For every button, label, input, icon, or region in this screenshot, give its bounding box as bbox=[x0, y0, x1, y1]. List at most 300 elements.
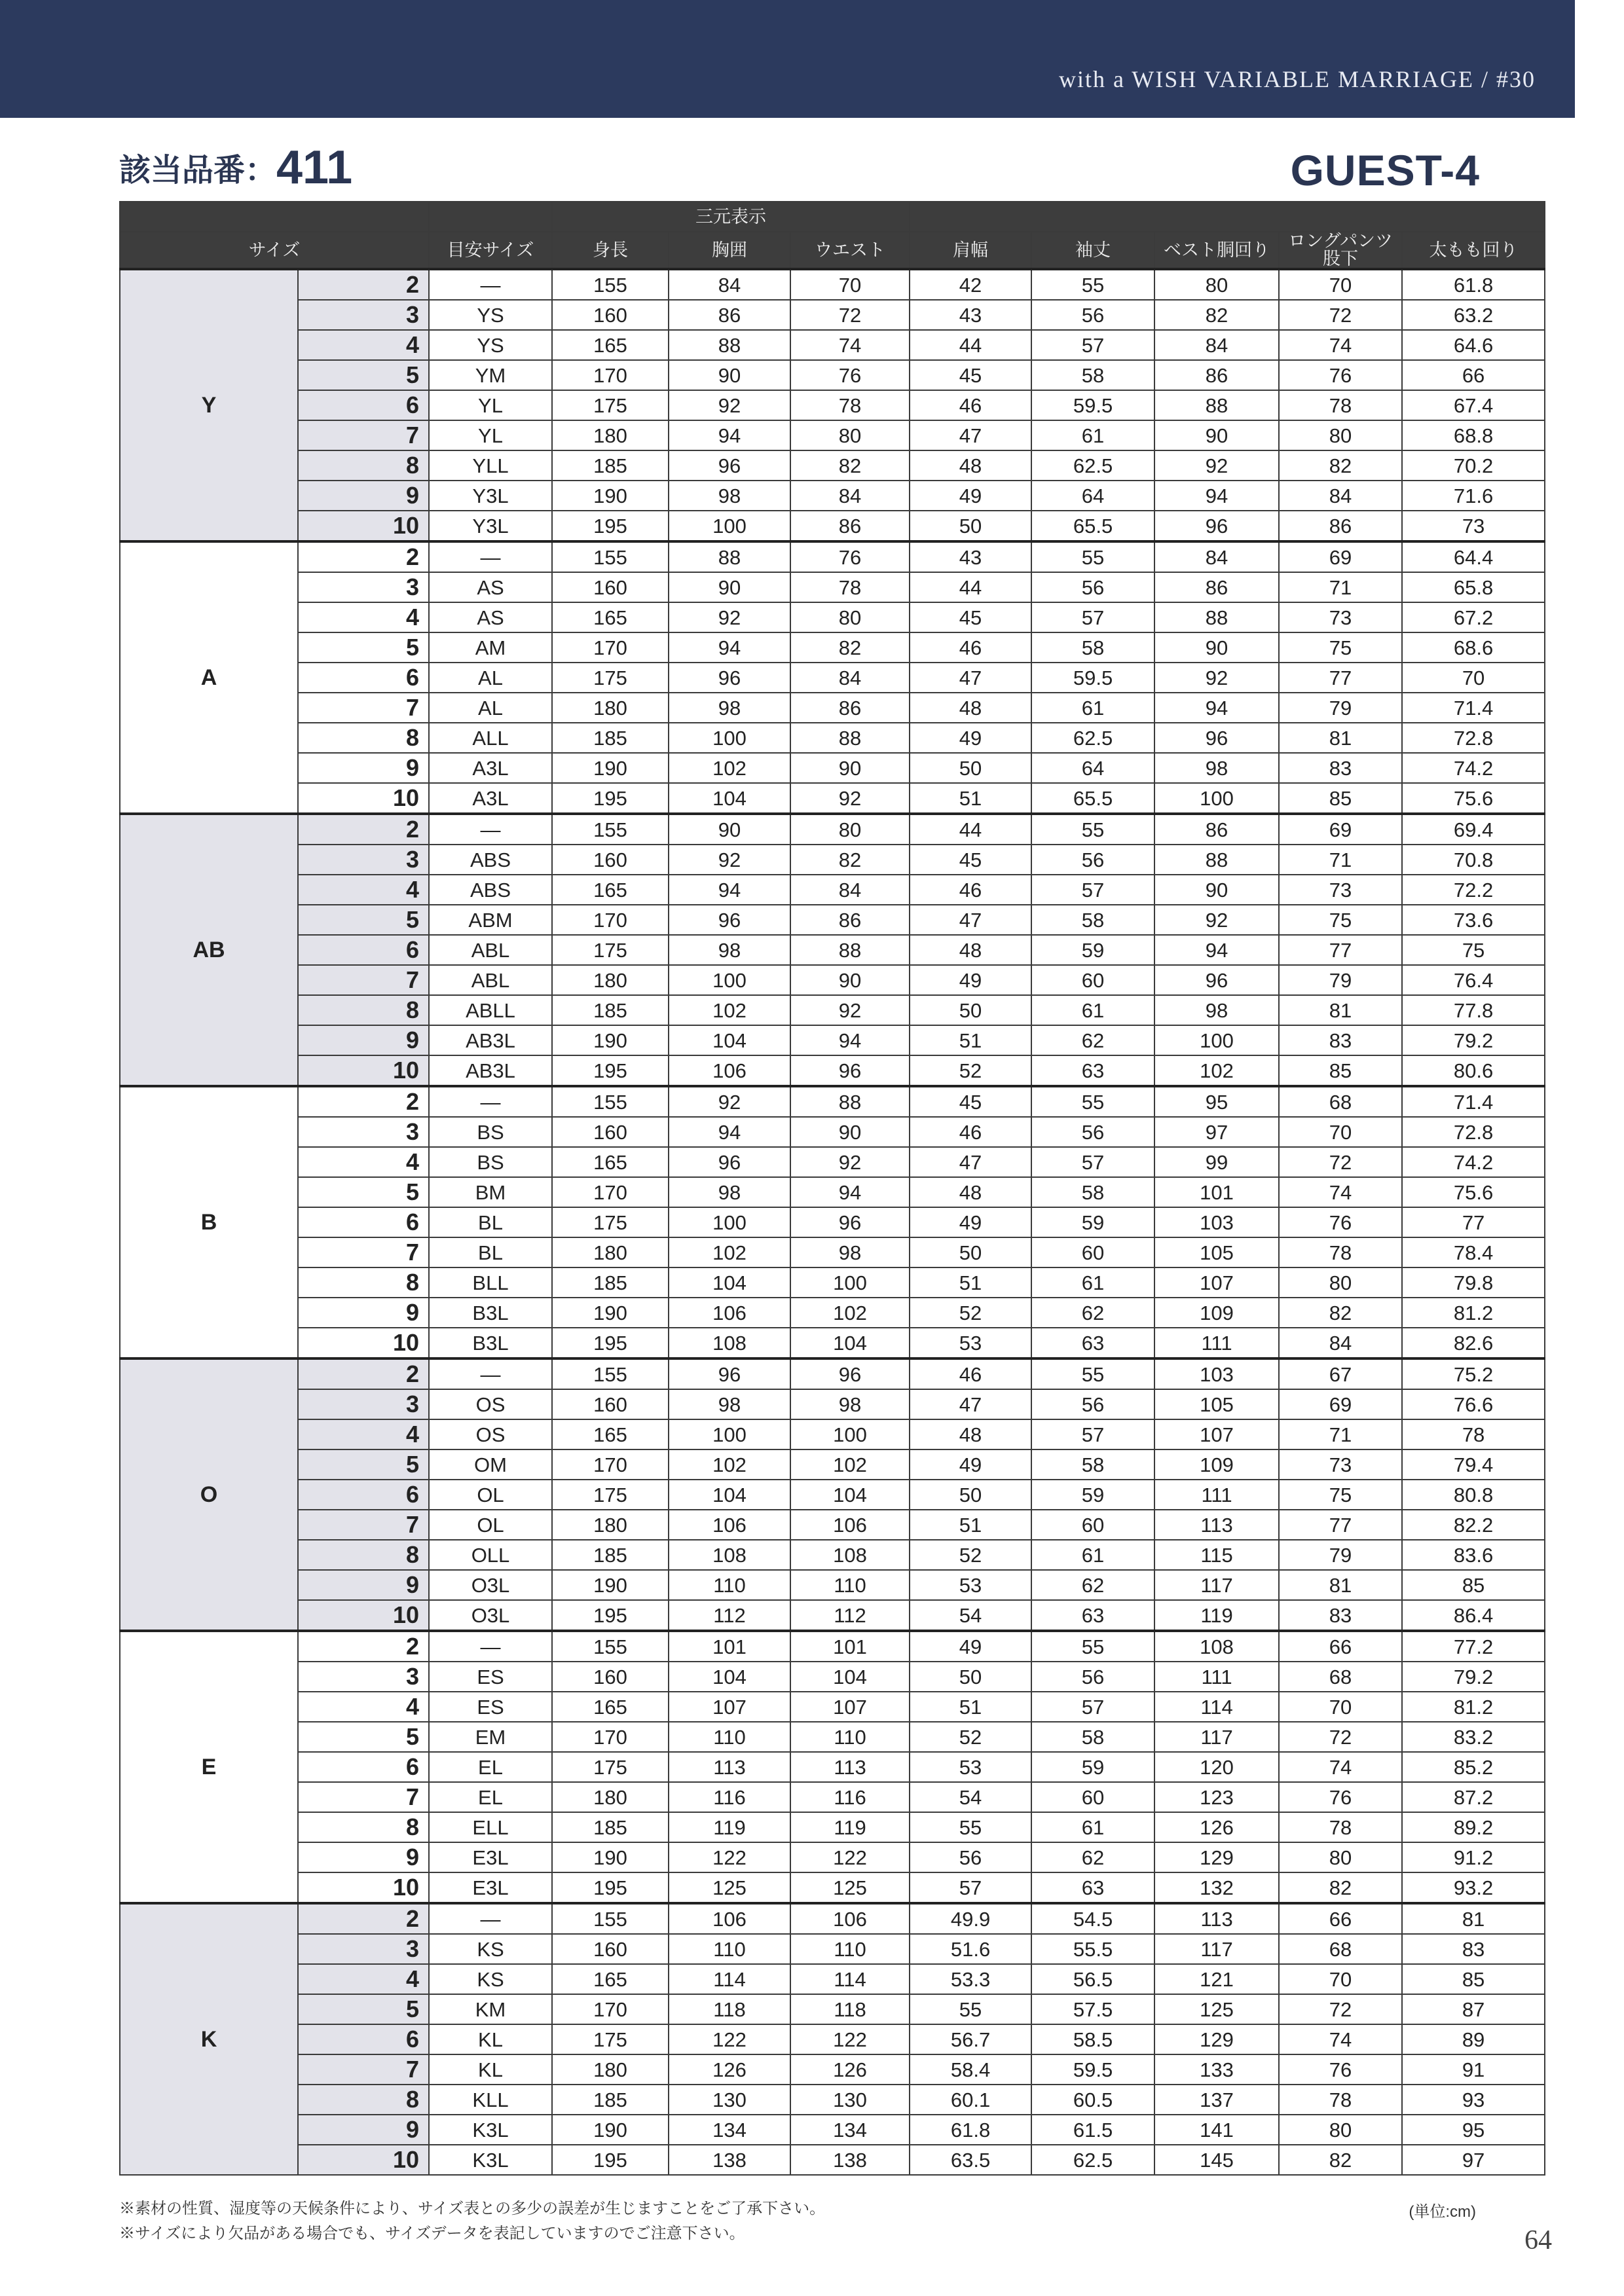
table-cell: A3L bbox=[429, 783, 552, 814]
size-number-cell: 9 bbox=[298, 1570, 429, 1600]
table-cell: 175 bbox=[552, 1480, 669, 1510]
table-cell: 96 bbox=[669, 1358, 790, 1389]
table-cell: 126 bbox=[790, 2054, 910, 2085]
table-cell: 103 bbox=[1154, 1358, 1279, 1389]
column-header-sleeve: 袖丈 bbox=[1031, 232, 1154, 269]
table-cell: 51 bbox=[910, 783, 1031, 814]
table-cell: 94 bbox=[669, 632, 790, 663]
table-row bbox=[120, 511, 1545, 541]
table-cell: 94 bbox=[669, 1117, 790, 1147]
size-number-cell: 4 bbox=[298, 1692, 429, 1722]
table-cell: 84 bbox=[1279, 481, 1402, 511]
table-cell: 87 bbox=[1402, 1994, 1545, 2024]
table-cell: EM bbox=[429, 1722, 552, 1752]
table-cell: KL bbox=[429, 2024, 552, 2054]
table-cell: 155 bbox=[552, 541, 669, 572]
table-cell: 86 bbox=[790, 905, 910, 935]
table-cell: 85 bbox=[1402, 1964, 1545, 1994]
table-cell: 52 bbox=[910, 1540, 1031, 1570]
table-cell: 73 bbox=[1402, 511, 1545, 541]
size-number-cell: 7 bbox=[298, 1510, 429, 1540]
table-cell: 118 bbox=[669, 1994, 790, 2024]
table-cell: 99 bbox=[1154, 1147, 1279, 1177]
table-cell: 77 bbox=[1402, 1207, 1545, 1237]
table-row bbox=[120, 1449, 1545, 1480]
table-cell: 60.5 bbox=[1031, 2085, 1154, 2115]
table-cell: 68.8 bbox=[1402, 420, 1545, 450]
table-cell: 97 bbox=[1402, 2145, 1545, 2175]
table-cell: 76.4 bbox=[1402, 965, 1545, 995]
table-cell: — bbox=[429, 814, 552, 845]
size-number-cell: 10 bbox=[298, 1328, 429, 1358]
table-cell: 195 bbox=[552, 2145, 669, 2175]
table-cell: 86.4 bbox=[1402, 1600, 1545, 1631]
table-cell: 185 bbox=[552, 2085, 669, 2115]
table-cell: 51.6 bbox=[910, 1934, 1031, 1964]
table-cell: 108 bbox=[1154, 1631, 1279, 1662]
table-row bbox=[120, 935, 1545, 965]
table-cell: 55 bbox=[1031, 814, 1154, 845]
column-header-inseam: ロングパンツ股下 bbox=[1279, 232, 1402, 269]
table-cell: 84 bbox=[669, 269, 790, 300]
table-cell: 57 bbox=[1031, 1692, 1154, 1722]
table-cell: 190 bbox=[552, 753, 669, 783]
table-cell: 65.5 bbox=[1031, 511, 1154, 541]
table-cell: YL bbox=[429, 390, 552, 420]
table-cell: 77 bbox=[1279, 935, 1402, 965]
unit-note: (単位:cm) bbox=[1409, 2203, 1476, 2221]
table-cell: 190 bbox=[552, 1842, 669, 1872]
table-cell: 170 bbox=[552, 632, 669, 663]
table-cell: 62 bbox=[1031, 1570, 1154, 1600]
table-cell: 107 bbox=[1154, 1419, 1279, 1449]
table-cell: 90 bbox=[1154, 875, 1279, 905]
table-cell: 185 bbox=[552, 1812, 669, 1842]
table-cell: 165 bbox=[552, 1692, 669, 1722]
size-number-cell: 5 bbox=[298, 632, 429, 663]
table-cell: 83.2 bbox=[1402, 1722, 1545, 1752]
table-cell: 79.2 bbox=[1402, 1662, 1545, 1692]
table-cell: 56.7 bbox=[910, 2024, 1031, 2054]
table-cell: 69 bbox=[1279, 1389, 1402, 1419]
table-cell: 72 bbox=[1279, 1722, 1402, 1752]
table-cell: 88 bbox=[790, 935, 910, 965]
table-row bbox=[120, 1480, 1545, 1510]
table-cell: 56 bbox=[1031, 1662, 1154, 1692]
table-cell: 60 bbox=[1031, 1510, 1154, 1540]
table-cell: 175 bbox=[552, 663, 669, 693]
table-cell: 51 bbox=[910, 1267, 1031, 1298]
table-cell: 108 bbox=[669, 1328, 790, 1358]
table-cell: 96 bbox=[790, 1358, 910, 1389]
table-cell: 56 bbox=[1031, 1389, 1154, 1419]
table-cell: 80 bbox=[1154, 269, 1279, 300]
table-cell: O3L bbox=[429, 1570, 552, 1600]
table-cell: BL bbox=[429, 1207, 552, 1237]
table-row bbox=[120, 1358, 1545, 1389]
table-cell: ALL bbox=[429, 723, 552, 753]
table-cell: 90 bbox=[1154, 420, 1279, 450]
table-cell: 55 bbox=[1031, 1086, 1154, 1117]
table-cell: 117 bbox=[1154, 1570, 1279, 1600]
table-cell: 74.2 bbox=[1402, 1147, 1545, 1177]
table-cell: 190 bbox=[552, 1570, 669, 1600]
table-cell: 94 bbox=[790, 1177, 910, 1207]
table-row bbox=[120, 1872, 1545, 1903]
product-number: 411 bbox=[276, 141, 353, 194]
size-number-cell: 9 bbox=[298, 753, 429, 783]
size-number-cell: 4 bbox=[298, 602, 429, 632]
table-cell: 102 bbox=[669, 1449, 790, 1480]
table-cell: 57.5 bbox=[1031, 1994, 1154, 2024]
table-cell: 82 bbox=[1279, 1298, 1402, 1328]
table-cell: 70 bbox=[790, 269, 910, 300]
size-number-cell: 10 bbox=[298, 1872, 429, 1903]
table-cell: 46 bbox=[910, 632, 1031, 663]
table-cell: 107 bbox=[1154, 1267, 1279, 1298]
table-cell: 101 bbox=[790, 1631, 910, 1662]
table-cell: K3L bbox=[429, 2115, 552, 2145]
size-number-cell: 3 bbox=[298, 845, 429, 875]
table-cell: 80.6 bbox=[1402, 1055, 1545, 1086]
table-cell: 190 bbox=[552, 1298, 669, 1328]
table-header-row-top bbox=[120, 202, 1545, 232]
table-cell: 101 bbox=[1154, 1177, 1279, 1207]
column-header-chest: 胸囲 bbox=[669, 232, 790, 269]
table-cell: 112 bbox=[669, 1600, 790, 1631]
table-cell: 61 bbox=[1031, 1540, 1154, 1570]
table-cell: 73 bbox=[1279, 875, 1402, 905]
table-cell: 80.8 bbox=[1402, 1480, 1545, 1510]
table-cell: 60 bbox=[1031, 1237, 1154, 1267]
size-group bbox=[120, 1903, 1545, 2175]
table-cell: 100 bbox=[669, 965, 790, 995]
banner-text: with a WISH VARIABLE MARRIAGE / #30 bbox=[1058, 66, 1536, 92]
table-row bbox=[120, 1117, 1545, 1147]
table-cell: 125 bbox=[1154, 1994, 1279, 2024]
table-cell: 45 bbox=[910, 360, 1031, 390]
size-table bbox=[119, 201, 1545, 2176]
table-cell: 96 bbox=[669, 1147, 790, 1177]
table-row bbox=[120, 2145, 1545, 2175]
table-cell: 119 bbox=[790, 1812, 910, 1842]
table-cell: 66 bbox=[1279, 1631, 1402, 1662]
table-row bbox=[120, 269, 1545, 300]
table-cell: 98 bbox=[669, 693, 790, 723]
table-cell: 76 bbox=[1279, 360, 1402, 390]
table-cell: 61 bbox=[1031, 420, 1154, 450]
size-number-cell: 2 bbox=[298, 814, 429, 845]
table-cell: 78.4 bbox=[1402, 1237, 1545, 1267]
table-cell: 48 bbox=[910, 1177, 1031, 1207]
table-cell: 61.8 bbox=[1402, 269, 1545, 300]
table-cell: 81 bbox=[1402, 1903, 1545, 1934]
table-cell: 81.2 bbox=[1402, 1692, 1545, 1722]
table-cell: 102 bbox=[669, 1237, 790, 1267]
table-row bbox=[120, 1419, 1545, 1449]
table-cell: 180 bbox=[552, 693, 669, 723]
size-number-cell: 8 bbox=[298, 1812, 429, 1842]
table-cell: 175 bbox=[552, 2024, 669, 2054]
table-cell: 82 bbox=[790, 845, 910, 875]
table-cell: 106 bbox=[669, 1055, 790, 1086]
table-row bbox=[120, 1177, 1545, 1207]
table-cell: 195 bbox=[552, 1328, 669, 1358]
table-cell: 79.4 bbox=[1402, 1449, 1545, 1480]
table-cell: 59 bbox=[1031, 1752, 1154, 1782]
table-cell: AS bbox=[429, 602, 552, 632]
table-cell: 138 bbox=[790, 2145, 910, 2175]
table-cell: — bbox=[429, 269, 552, 300]
table-cell: 63.5 bbox=[910, 2145, 1031, 2175]
table-cell: 72 bbox=[1279, 1994, 1402, 2024]
table-cell: 79.8 bbox=[1402, 1267, 1545, 1298]
table-cell: 95 bbox=[1402, 2115, 1545, 2145]
table-cell: 92 bbox=[790, 995, 910, 1025]
size-number-cell: 4 bbox=[298, 1147, 429, 1177]
table-cell: 72.8 bbox=[1402, 723, 1545, 753]
size-group-label: K bbox=[120, 1903, 298, 2175]
table-cell: 114 bbox=[669, 1964, 790, 1994]
table-cell: 111 bbox=[1154, 1480, 1279, 1510]
table-cell: 74 bbox=[1279, 1752, 1402, 1782]
table-cell: 80 bbox=[790, 814, 910, 845]
size-number-cell: 6 bbox=[298, 390, 429, 420]
table-row bbox=[120, 1207, 1545, 1237]
table-cell: 72 bbox=[1279, 1147, 1402, 1177]
table-row bbox=[120, 1782, 1545, 1812]
table-cell: 82 bbox=[1279, 2145, 1402, 2175]
size-number-cell: 10 bbox=[298, 511, 429, 541]
size-number-cell: 5 bbox=[298, 1994, 429, 2024]
table-cell: 118 bbox=[790, 1994, 910, 2024]
table-cell: 97 bbox=[1154, 1117, 1279, 1147]
table-cell: 113 bbox=[790, 1752, 910, 1782]
table-cell: 160 bbox=[552, 1389, 669, 1419]
table-cell: 69.4 bbox=[1402, 814, 1545, 845]
table-cell: 114 bbox=[790, 1964, 910, 1994]
table-cell: B3L bbox=[429, 1298, 552, 1328]
table-cell: 110 bbox=[669, 1722, 790, 1752]
table-cell: 175 bbox=[552, 1752, 669, 1782]
table-cell: 98 bbox=[790, 1389, 910, 1419]
table-cell: 155 bbox=[552, 269, 669, 300]
table-cell: 119 bbox=[669, 1812, 790, 1842]
table-cell: 75.2 bbox=[1402, 1358, 1545, 1389]
table-cell: 59.5 bbox=[1031, 663, 1154, 693]
table-cell: 160 bbox=[552, 1662, 669, 1692]
table-cell: 84 bbox=[790, 875, 910, 905]
table-row bbox=[120, 1055, 1545, 1086]
table-cell: 102 bbox=[669, 995, 790, 1025]
table-cell: 111 bbox=[1154, 1328, 1279, 1358]
table-row bbox=[120, 300, 1545, 330]
table-row bbox=[120, 1540, 1545, 1570]
table-cell: 95 bbox=[1154, 1086, 1279, 1117]
table-row bbox=[120, 1267, 1545, 1298]
size-number-cell: 7 bbox=[298, 1237, 429, 1267]
size-number-cell: 6 bbox=[298, 1752, 429, 1782]
table-row bbox=[120, 1812, 1545, 1842]
table-cell: 78 bbox=[790, 572, 910, 602]
table-cell: 73 bbox=[1279, 1449, 1402, 1480]
table-row bbox=[120, 1086, 1545, 1117]
table-row bbox=[120, 1147, 1545, 1177]
table-cell: KM bbox=[429, 1994, 552, 2024]
page-title: GUEST-4 bbox=[1290, 146, 1480, 194]
header-banner bbox=[0, 0, 1575, 118]
table-cell: 100 bbox=[1154, 783, 1279, 814]
table-cell: 80 bbox=[790, 420, 910, 450]
table-cell: 123 bbox=[1154, 1782, 1279, 1812]
table-cell: 125 bbox=[669, 1872, 790, 1903]
table-cell: 61 bbox=[1031, 995, 1154, 1025]
table-cell: 79 bbox=[1279, 965, 1402, 995]
table-cell: 61 bbox=[1031, 1812, 1154, 1842]
table-cell: 85.2 bbox=[1402, 1752, 1545, 1782]
footnote: ※素材の性質、湿度等の天候条件により、サイズ表との多少の誤差が生じますことをご了承下さい。 bbox=[119, 2200, 826, 2217]
table-cell: 44 bbox=[910, 330, 1031, 360]
table-cell: 64.6 bbox=[1402, 330, 1545, 360]
table-cell: — bbox=[429, 1086, 552, 1117]
product-number-label bbox=[119, 141, 352, 194]
table-cell: 53.3 bbox=[910, 1964, 1031, 1994]
table-cell: 52 bbox=[910, 1722, 1031, 1752]
table-cell: 75 bbox=[1402, 935, 1545, 965]
table-cell: 75.6 bbox=[1402, 1177, 1545, 1207]
size-number-cell: 7 bbox=[298, 965, 429, 995]
table-cell: 165 bbox=[552, 330, 669, 360]
size-number-cell: 6 bbox=[298, 935, 429, 965]
table-cell: B3L bbox=[429, 1328, 552, 1358]
table-cell: 185 bbox=[552, 450, 669, 481]
table-cell: 86 bbox=[669, 300, 790, 330]
table-cell: 50 bbox=[910, 511, 1031, 541]
table-cell: 90 bbox=[790, 753, 910, 783]
table-cell: 90 bbox=[790, 965, 910, 995]
table-cell: 100 bbox=[669, 723, 790, 753]
table-cell: 121 bbox=[1154, 1964, 1279, 1994]
table-cell: 64.4 bbox=[1402, 541, 1545, 572]
table-cell: 104 bbox=[669, 1480, 790, 1510]
table-cell: 180 bbox=[552, 1782, 669, 1812]
table-cell: 67.4 bbox=[1402, 390, 1545, 420]
footnotes bbox=[119, 2196, 825, 2246]
table-cell: 170 bbox=[552, 1177, 669, 1207]
table-cell: 58.5 bbox=[1031, 2024, 1154, 2054]
table-cell: Y3L bbox=[429, 481, 552, 511]
table-cell: EL bbox=[429, 1782, 552, 1812]
table-cell: 145 bbox=[1154, 2145, 1279, 2175]
table-cell: 104 bbox=[669, 1025, 790, 1055]
size-group-label: B bbox=[120, 1086, 298, 1358]
table-cell: 103 bbox=[1154, 1207, 1279, 1237]
table-cell: 58 bbox=[1031, 1177, 1154, 1207]
table-cell: 70 bbox=[1279, 1964, 1402, 1994]
table-row bbox=[120, 1842, 1545, 1872]
table-cell: 60 bbox=[1031, 965, 1154, 995]
table-cell: 104 bbox=[669, 783, 790, 814]
table-cell: 98 bbox=[1154, 995, 1279, 1025]
table-cell: 83 bbox=[1402, 1934, 1545, 1964]
table-cell: 59.5 bbox=[1031, 2054, 1154, 2085]
table-row bbox=[120, 1025, 1545, 1055]
table-cell: 47 bbox=[910, 1147, 1031, 1177]
table-cell: 77.8 bbox=[1402, 995, 1545, 1025]
table-cell: — bbox=[429, 1631, 552, 1662]
table-cell: 80 bbox=[1279, 2115, 1402, 2145]
table-row bbox=[120, 663, 1545, 693]
table-cell: 68 bbox=[1279, 1934, 1402, 1964]
table-cell: 51 bbox=[910, 1692, 1031, 1722]
table-cell: 106 bbox=[790, 1510, 910, 1540]
table-cell: 91 bbox=[1402, 2054, 1545, 2085]
table-cell: 69 bbox=[1279, 814, 1402, 845]
table-cell: 63 bbox=[1031, 1328, 1154, 1358]
table-cell: 71.6 bbox=[1402, 481, 1545, 511]
table-cell: 57 bbox=[1031, 602, 1154, 632]
table-cell: 96 bbox=[1154, 511, 1279, 541]
table-cell: 94 bbox=[1154, 481, 1279, 511]
table-cell: 78 bbox=[1279, 2085, 1402, 2115]
size-number-cell: 7 bbox=[298, 2054, 429, 2085]
table-cell: 126 bbox=[669, 2054, 790, 2085]
table-row bbox=[120, 330, 1545, 360]
table-cell: 76 bbox=[1279, 1207, 1402, 1237]
table-row bbox=[120, 693, 1545, 723]
size-number-cell: 6 bbox=[298, 1480, 429, 1510]
table-cell: 46 bbox=[910, 1117, 1031, 1147]
table-cell: 77.2 bbox=[1402, 1631, 1545, 1662]
table-cell: 84 bbox=[790, 663, 910, 693]
table-cell: 190 bbox=[552, 2115, 669, 2145]
table-cell: 62 bbox=[1031, 1298, 1154, 1328]
table-cell: AB3L bbox=[429, 1025, 552, 1055]
table-cell: 113 bbox=[1154, 1903, 1279, 1934]
table-cell: 81 bbox=[1279, 995, 1402, 1025]
table-cell: 160 bbox=[552, 1934, 669, 1964]
table-cell: 56.5 bbox=[1031, 1964, 1154, 1994]
table-row bbox=[120, 2085, 1545, 2115]
table-cell: 47 bbox=[910, 663, 1031, 693]
table-cell: 46 bbox=[910, 875, 1031, 905]
table-cell: 92 bbox=[669, 845, 790, 875]
table-cell: 116 bbox=[669, 1782, 790, 1812]
table-cell: 96 bbox=[1154, 723, 1279, 753]
table-cell: 106 bbox=[669, 1510, 790, 1540]
table-cell: 49 bbox=[910, 1207, 1031, 1237]
table-cell: 88 bbox=[1154, 390, 1279, 420]
table-cell: 190 bbox=[552, 1025, 669, 1055]
table-cell: 73.6 bbox=[1402, 905, 1545, 935]
table-row bbox=[120, 2054, 1545, 2085]
table-cell: 62 bbox=[1031, 1025, 1154, 1055]
table-row bbox=[120, 1389, 1545, 1419]
table-cell: KS bbox=[429, 1934, 552, 1964]
table-cell: 100 bbox=[669, 1419, 790, 1449]
column-header-guide-size: 目安サイズ bbox=[429, 232, 552, 269]
table-cell: E3L bbox=[429, 1872, 552, 1903]
table-cell: 92 bbox=[1154, 663, 1279, 693]
table-cell: 69 bbox=[1279, 541, 1402, 572]
size-number-cell: 9 bbox=[298, 1025, 429, 1055]
table-cell: 43 bbox=[910, 541, 1031, 572]
table-cell: 114 bbox=[1154, 1692, 1279, 1722]
size-number-cell: 3 bbox=[298, 1934, 429, 1964]
table-cell: 90 bbox=[669, 814, 790, 845]
table-cell: 96 bbox=[1154, 965, 1279, 995]
table-cell: 54 bbox=[910, 1782, 1031, 1812]
